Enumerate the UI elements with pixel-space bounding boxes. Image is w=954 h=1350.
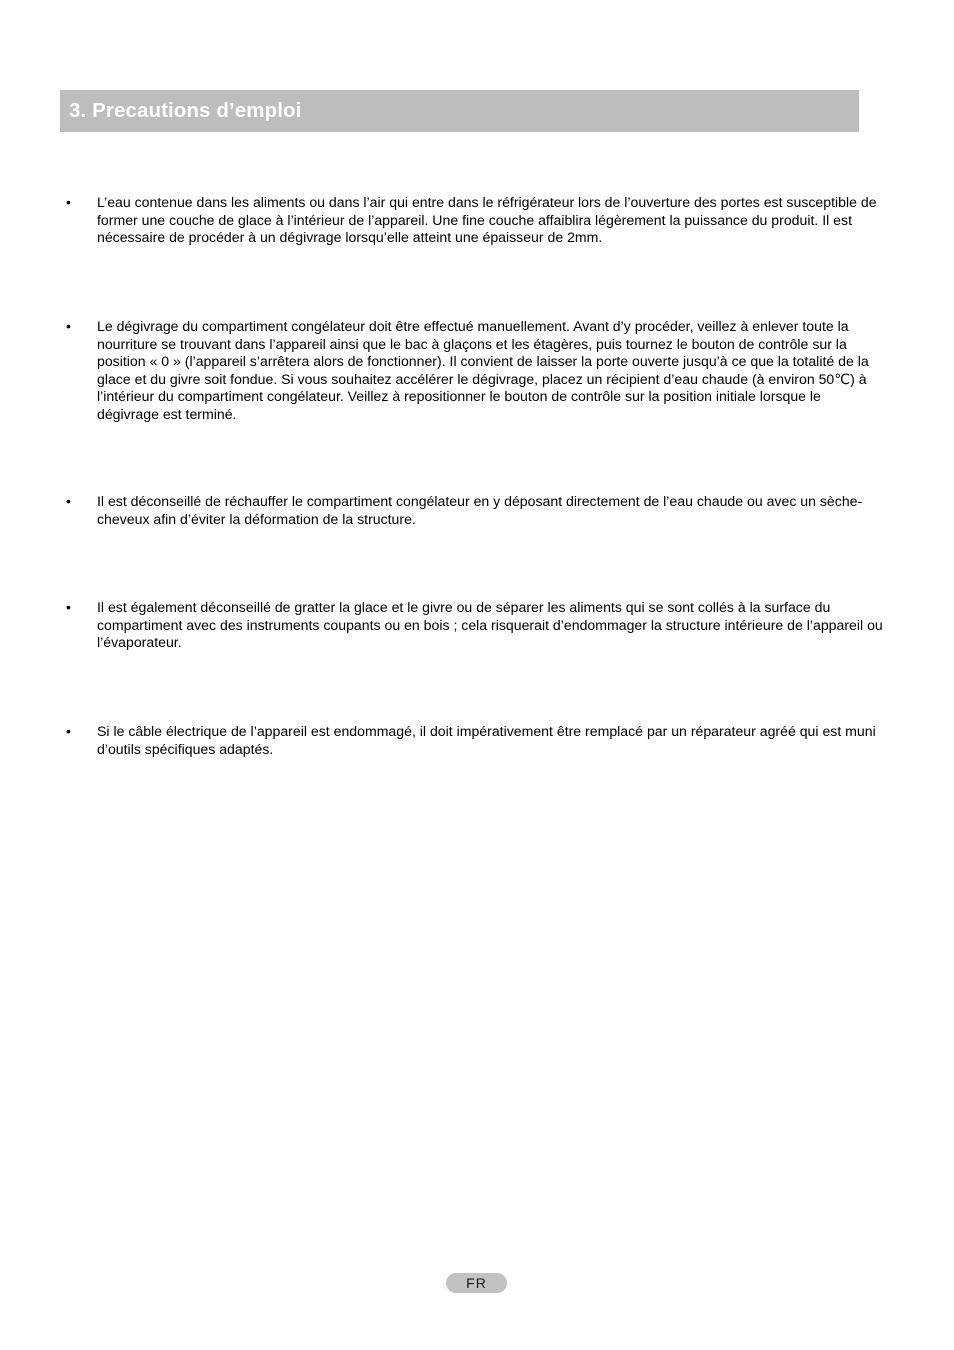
language-badge-label: FR bbox=[466, 1275, 487, 1291]
precaution-text: Il est également déconseillé de gratter la glace et le givre ou de séparer les aliments qui se sont collés à la surface du compartiment avec des instruments coupants ou en bois ; cela risquerait d’endommager la structure intérieure de l’appareil ou l’évaporateur. bbox=[97, 599, 883, 651]
bullet-icon: • bbox=[66, 493, 71, 509]
precaution-text: Si le câble électrique de l’appareil est endommagé, il doit impérativement être remplacé par un réparateur agréé qui est muni d’outils spécifiques adaptés. bbox=[97, 723, 876, 757]
bullet-icon: • bbox=[66, 599, 71, 615]
bullet-icon: • bbox=[66, 194, 71, 210]
precaution-text: Il est déconseillé de réchauffer le compartiment congélateur en y déposant directement de l’eau chaude ou avec un sèche-cheveux afin d’éviter la déformation de la structure. bbox=[97, 493, 863, 527]
language-badge bbox=[446, 1273, 507, 1293]
precaution-text: Le dégivrage du compartiment congélateur doit être effectué manuellement. Avant d’y procéder, veillez à enlever toute la nourriture se trouvant dans l’appareil ainsi que le bac à glaçons et les étagères, puis tournez le bouton de contrôle sur la position « 0 » (l’appareil s’arrêtera alors de fonctionner). Il convient de laisser la porte ouverte jusqu’à ce que la totalité de la glace et du givre soit fondue. Si vous souhaitez accélérer le dégivrage, placez un récipient d’eau chaude (à environ 50℃) à l’intérieur du compartiment congélateur. Veillez à repositionner le bouton de contrôle sur la position initiale lorsque le dégivrage est terminé. bbox=[97, 318, 869, 422]
bullet-icon: • bbox=[66, 318, 71, 334]
bullet-icon: • bbox=[66, 723, 71, 739]
section-header bbox=[60, 90, 859, 132]
precaution-text: L’eau contenue dans les aliments ou dans l’air qui entre dans le réfrigérateur lors de l’ouverture des portes est susceptible de former une couche de glace à l’intérieur de l’appareil. Une fine couche affaiblira légèrement la puissance du produit. Il est nécessaire de procéder à un dégivrage lorsqu’elle atteint une épaisseur de 2mm. bbox=[97, 194, 877, 246]
page-title: 3. Precautions d’emploi bbox=[69, 99, 302, 122]
